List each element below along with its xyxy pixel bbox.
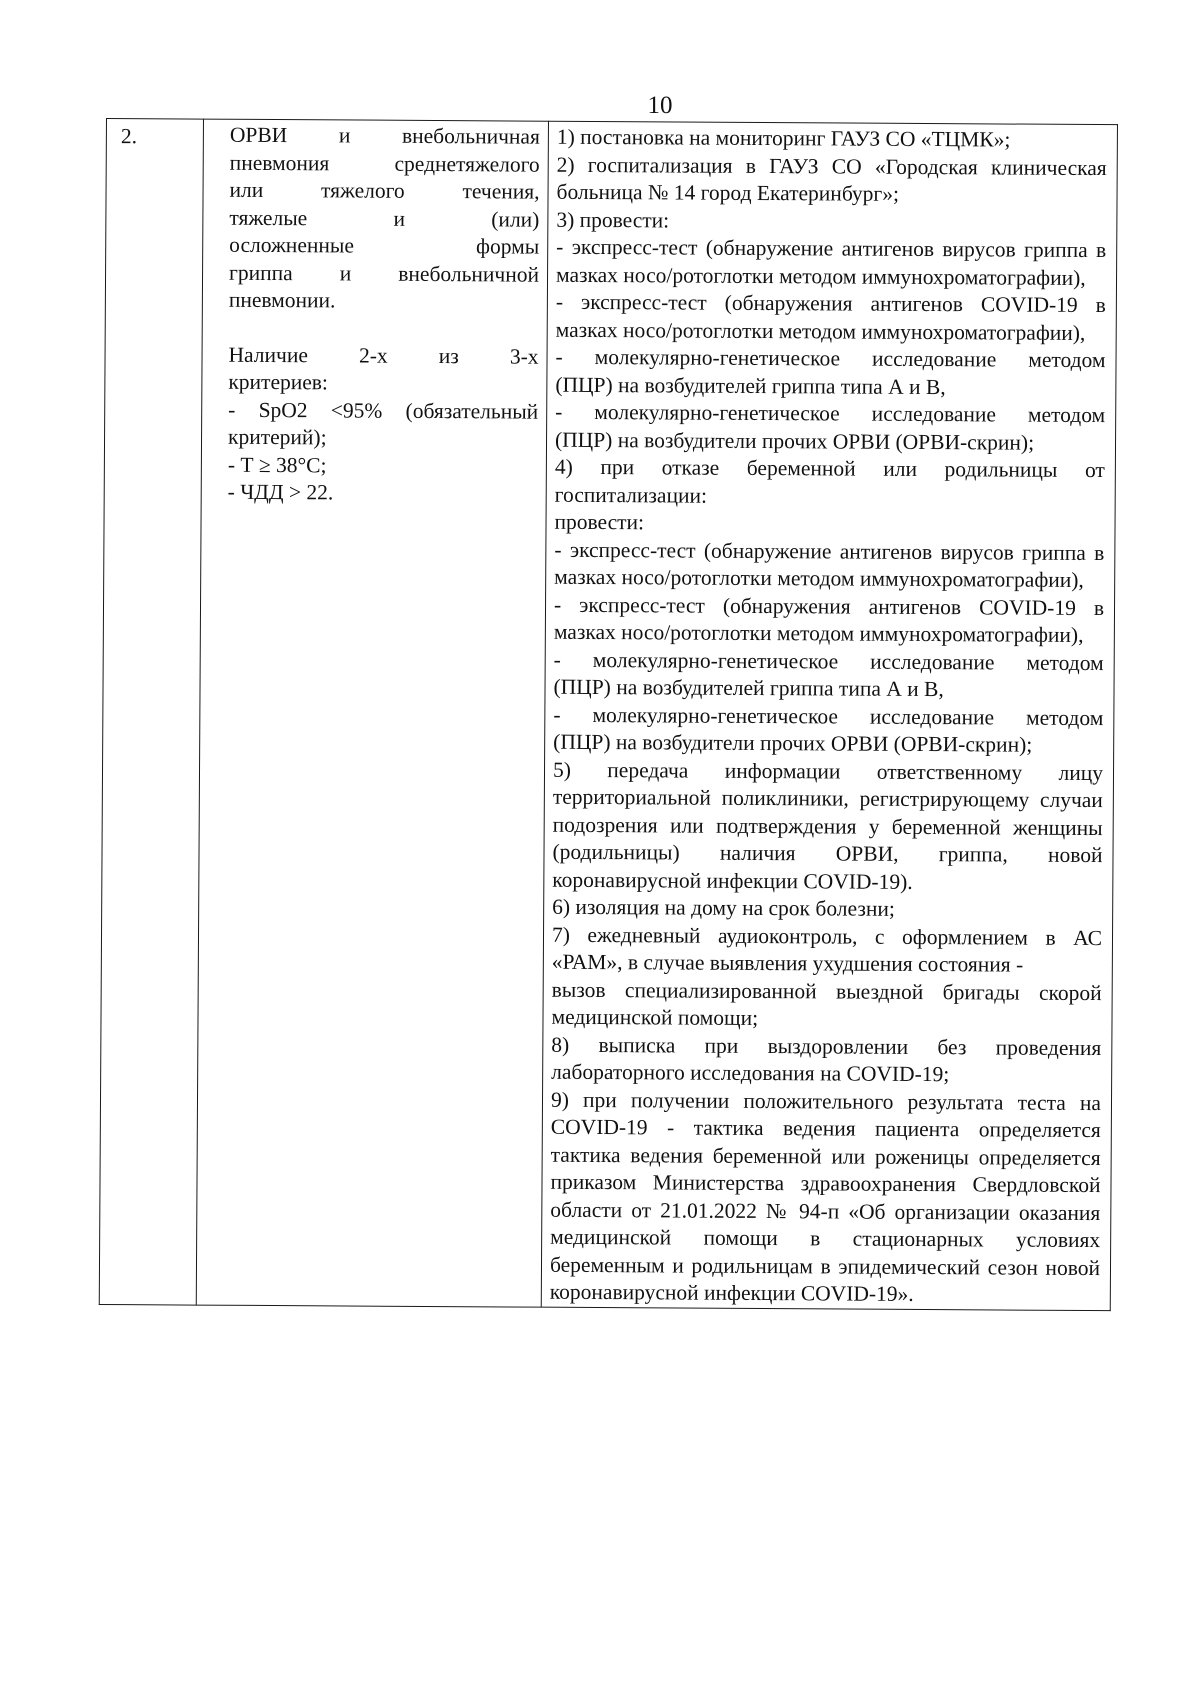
text-line: - экспресс-тест (обнаружения антигенов COVID-19 в	[553, 592, 1105, 620]
page-number: 10	[647, 92, 673, 119]
text-line: (ПЦР) на возбудителей гриппа типа А и В,	[553, 674, 944, 702]
text-line: - SpO2 <95% (обязательный	[228, 397, 539, 424]
text-line: медицинской помощи в стационарных условиях	[550, 1224, 1101, 1253]
text-line: Наличие 2-х из 3-х	[228, 342, 539, 369]
text-line: территориальной поликлиники, регистрирующему случаи	[552, 784, 1103, 813]
text-line: - молекулярно-генетическое исследование методом	[555, 399, 1106, 428]
actions-cell	[541, 121, 1117, 1310]
text-line: - молекулярно-генетическое исследование методом	[553, 647, 1104, 675]
text-line: коронавирусной инфекции COVID-19».	[549, 1279, 914, 1306]
text-line: «РАМ», в случае выявления ухудшения состояния -	[551, 949, 1024, 977]
text-line: мазках носо/ротоглотки методом иммунохроматографии),	[553, 619, 1084, 647]
text-line: COVID-19 - тактика ведения пациента определяется	[550, 1114, 1101, 1143]
text-line: 4) при отказе беременной или родильницы от	[554, 454, 1105, 483]
text-line: тяжелые и (или)	[229, 205, 540, 232]
text-line: лабораторного исследования на COVID-19;	[551, 1059, 950, 1087]
text-line: приказом Министерства здравоохранения Свердловской	[550, 1169, 1101, 1198]
diagnosis-text	[229, 122, 540, 316]
text-line: критерий);	[227, 424, 327, 450]
text-line: 3) провести:	[556, 207, 670, 232]
protocol-table	[99, 118, 1118, 1311]
text-line: или тяжелого течения,	[229, 177, 540, 204]
text-line: области от 21.01.2022 № 94-п «Об организации оказания	[550, 1197, 1101, 1225]
criteria-list	[228, 341, 539, 508]
text-line: коронавирусной инфекции COVID-19).	[552, 867, 913, 894]
text-line: 2) госпитализация в ГАУЗ СО «Городская клиническая	[556, 152, 1107, 180]
text-line: (ПЦР) на возбудители прочих ОРВИ (ОРВИ-скрин);	[554, 427, 1035, 455]
text-line: мазках носо/ротоглотки методом иммунохроматографии),	[555, 262, 1086, 290]
row-number: 2.	[99, 119, 203, 1305]
text-line: беременным и родильницам в эпидемический сезон новой	[549, 1252, 1101, 1280]
text-line: 7) ежедневный аудиоконтроль, с оформлением в АС	[551, 922, 1103, 950]
text-line: мазках носо/ротоглотки методом иммунохроматографии),	[555, 317, 1086, 345]
text-line: 9) при получении положительного результата теста на	[550, 1087, 1102, 1115]
text-line: - Т ≥ 38°С;	[227, 452, 327, 477]
text-line: - молекулярно-генетическое исследование методом	[553, 702, 1104, 730]
text-line: 6) изоляция на дому на срок болезни;	[552, 894, 895, 921]
text-line: - экспресс-тест (обнаружение антигенов вирусов гриппа в	[554, 537, 1105, 565]
text-line: - экспресс-тест (обнаружения антигенов COVID-19 в	[555, 289, 1106, 318]
table-row	[99, 119, 1117, 1311]
text-line: 8) выписка при выздоровлении без проведения	[551, 1032, 1102, 1060]
text-line: тактика ведения беременной или роженицы определяется	[550, 1142, 1101, 1170]
actions-list	[550, 124, 1107, 1310]
text-line: осложненные формы	[229, 232, 540, 259]
text-line: критериев:	[228, 369, 329, 395]
text-line: провести:	[554, 509, 645, 535]
text-line: (ПЦР) на возбудители прочих ОРВИ (ОРВИ-скрин);	[553, 729, 1033, 757]
text-line: (родильницы) наличия ОРВИ, гриппа, новой	[552, 839, 1103, 868]
text-line: медицинской помощи;	[551, 1004, 759, 1030]
text-line: 5) передача информации ответственному лицу	[552, 757, 1104, 785]
text-line: вызов специализированной выездной бригады скорой	[551, 977, 1102, 1005]
text-line: (ПЦР) на возбудителей гриппа типа А и В,	[555, 372, 946, 399]
text-line: мазках носо/ротоглотки методом иммунохроматографии),	[554, 564, 1084, 592]
criteria-cell	[196, 119, 548, 1307]
text-line: подозрения или подтверждения у беременной женщины	[552, 812, 1103, 840]
text-line: - ЧДД > 22.	[227, 479, 334, 505]
text-line: пневмонии.	[228, 287, 336, 313]
text-line: 1) постановка на мониторинг ГАУЗ СО «ТЦМК»;	[556, 124, 1011, 152]
text-line: пневмония среднетяжелого	[229, 150, 540, 177]
text-line: ОРВИ и внебольничная	[229, 122, 540, 149]
text-line: госпитализации:	[554, 482, 708, 508]
text-line: больница № 14 город Екатеринбург»;	[556, 179, 900, 206]
text-line: гриппа и внебольничной	[228, 260, 540, 287]
text-line: - экспресс-тест (обнаружение антигенов вирусов гриппа в	[556, 234, 1107, 263]
text-line: - молекулярно-генетическое исследование методом	[555, 344, 1106, 373]
